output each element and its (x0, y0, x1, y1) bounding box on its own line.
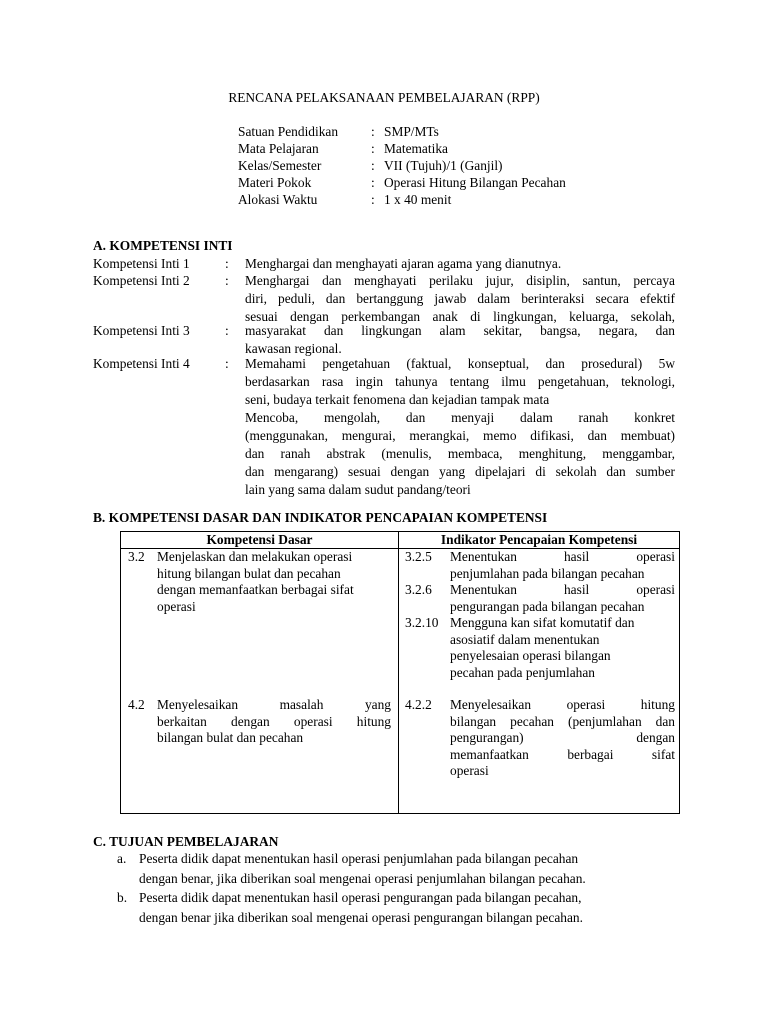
ki-line: diri, peduli, dan bertanggung jawab dalam berinteraksi secara efektif (245, 291, 675, 306)
ki-line: Menghargai dan menghayati perilaku jujur, disiplin, santun, percaya (245, 273, 675, 288)
objective-marker: a. (117, 851, 127, 866)
ki-label: Kompetensi Inti 1 (93, 256, 190, 271)
ki-colon: : (225, 356, 229, 371)
ki-line: Menghargai dan menghayati ajaran agama yang dianutnya. (245, 256, 562, 271)
ipk-line: bilangan pecahan (penjumlahan dan (450, 713, 675, 729)
kd-line: Menyelesaikan masalah yang (157, 697, 391, 712)
ki-label: Kompetensi Inti 2 (93, 273, 190, 288)
ki-line: sesuai dengan perkembangan anak di lingkungan, keluarga, sekolah, (245, 309, 675, 324)
ipk-number: 3.2.5 (405, 549, 432, 564)
identity-value: Operasi Hitung Bilangan Pecahan (384, 175, 566, 190)
kd-line: operasi (157, 598, 196, 614)
kd-line: hitung bilangan bulat dan pecahan (157, 565, 341, 581)
kd-number: 3.2 (128, 549, 145, 564)
section-b-heading: B. KOMPETENSI DASAR DAN INDIKATOR PENCAPAIAN KOMPETENSI (93, 510, 548, 525)
ipk-line: operasi (450, 763, 489, 778)
identity-value: 1 x 40 menit (384, 192, 452, 207)
ki-text (245, 255, 675, 273)
kd-number: 4.2 (128, 697, 145, 712)
ki-line: Memahami pengetahuan (faktual, konseptual, dan prosedural) 5w (245, 356, 675, 371)
kd-text (157, 549, 391, 615)
objective-line: Peserta didik dapat menentukan hasil operasi pengurangan pada bilangan pecahan, (139, 890, 582, 905)
ki-colon: : (225, 273, 229, 288)
identity-value: VII (Tujuh)/1 (Ganjil) (384, 158, 503, 173)
ki-label: Kompetensi Inti 4 (93, 356, 190, 371)
objective-line: Peserta didik dapat menentukan hasil operasi penjumlahan pada bilangan pecahan (139, 851, 579, 866)
ipk-line: asosiatif dalam menentukan (450, 631, 600, 647)
identity-label: Alokasi Waktu (238, 192, 318, 207)
ipk-line: memanfaatkan berbagai sifat (450, 746, 675, 762)
ki-line: seni, budaya terkait fenomena dan kejadian tampak mata (245, 392, 550, 407)
ipk-line: pecahan pada penjumlahan (450, 664, 595, 680)
table-divider (398, 532, 399, 813)
ki-line: berdasarkan rasa ingin tahunya tentang ilmu pengetahuan, teknologi, (245, 374, 675, 389)
identity-value: SMP/MTs (384, 124, 439, 139)
identity-colon: : (371, 141, 375, 156)
ki-line: (menggunakan, mengurai, merangkai, memo difikasi, dan membuat) (245, 428, 675, 443)
ipk-line: penjumlahan pada bilangan pecahan (450, 565, 645, 581)
objective-marker: b. (117, 890, 128, 905)
ki-line: dan ranah abstrak (menulis, membaca, menghitung, menggambar, (245, 446, 675, 461)
identity-label: Mata Pelajaran (238, 141, 319, 156)
ipk-line: Menentukan hasil operasi (450, 582, 675, 597)
identity-colon: : (371, 124, 375, 139)
ki-colon: : (225, 256, 229, 271)
ki-line: kawasan regional. (245, 341, 342, 356)
identity-colon: : (371, 175, 375, 190)
identity-value: Matematika (384, 141, 448, 156)
ipk-line: pengurangan pada bilangan pecahan (450, 598, 645, 614)
objective-line: dengan benar jika diberikan soal mengenai operasi pengurangan bilangan pecahan. (139, 910, 583, 925)
ki-line: dan mengarang) sesuai dengan yang dipelajari di sekolah dan sumber (245, 464, 675, 479)
ki-line: masyarakat dan lingkungan alam sekitar, bangsa, negara, dan (245, 323, 675, 338)
ki-line: lain yang sama dalam sudut pandang/teori (245, 482, 471, 497)
ipk-line: Menyelesaikan operasi hitung (450, 697, 675, 712)
ipk-text (450, 549, 675, 582)
section-c-heading: C. TUJUAN PEMBELAJARAN (93, 834, 279, 849)
ipk-line: Mengguna kan sifat komutatif dan (450, 615, 635, 630)
objective-line: dengan benar, jika diberikan soal mengenai operasi penjumlahan bilangan pecahan. (139, 871, 586, 886)
ipk-text (450, 582, 675, 615)
document-title: RENCANA PELAKSANAAN PEMBELAJARAN (RPP) (228, 90, 540, 105)
section-a-heading: A. KOMPETENSI INTI (93, 238, 233, 253)
ipk-text (450, 697, 675, 780)
ipk-line: pengurangan) dengan (450, 730, 675, 745)
kd-line: berkaitan dengan operasi hitung (157, 713, 391, 729)
ipk-number: 4.2.2 (405, 697, 432, 712)
ki-text (245, 322, 675, 358)
ipk-number: 3.2.6 (405, 582, 432, 597)
ipk-number: 3.2.10 (405, 615, 439, 630)
ki-label: Kompetensi Inti 3 (93, 323, 190, 338)
table-header-kd: Kompetensi Dasar (206, 532, 313, 547)
competency-table (120, 531, 680, 814)
ipk-line: penyelesaian operasi bilangan (450, 648, 611, 663)
ki-line: Mencoba, mengolah, dan menyaji dalam ranah konkret (245, 410, 675, 425)
kd-line: Menjelaskan dan melakukan operasi (157, 549, 353, 564)
kd-line: bilangan bulat dan pecahan (157, 730, 304, 745)
table-header-ipk: Indikator Pencapaian Kompetensi (440, 532, 638, 547)
kd-line: dengan memanfaatkan berbagai sifat (157, 582, 354, 597)
identity-label: Materi Pokok (238, 175, 312, 190)
identity-colon: : (371, 158, 375, 173)
identity-label: Satuan Pendidikan (238, 124, 339, 139)
ki-text (245, 272, 675, 326)
kd-text (157, 697, 391, 747)
ipk-text (450, 615, 675, 681)
ipk-line: Menentukan hasil operasi (450, 549, 675, 564)
ki-text (245, 355, 675, 499)
ki-colon: : (225, 323, 229, 338)
identity-label: Kelas/Semester (238, 158, 322, 173)
identity-colon: : (371, 192, 375, 207)
